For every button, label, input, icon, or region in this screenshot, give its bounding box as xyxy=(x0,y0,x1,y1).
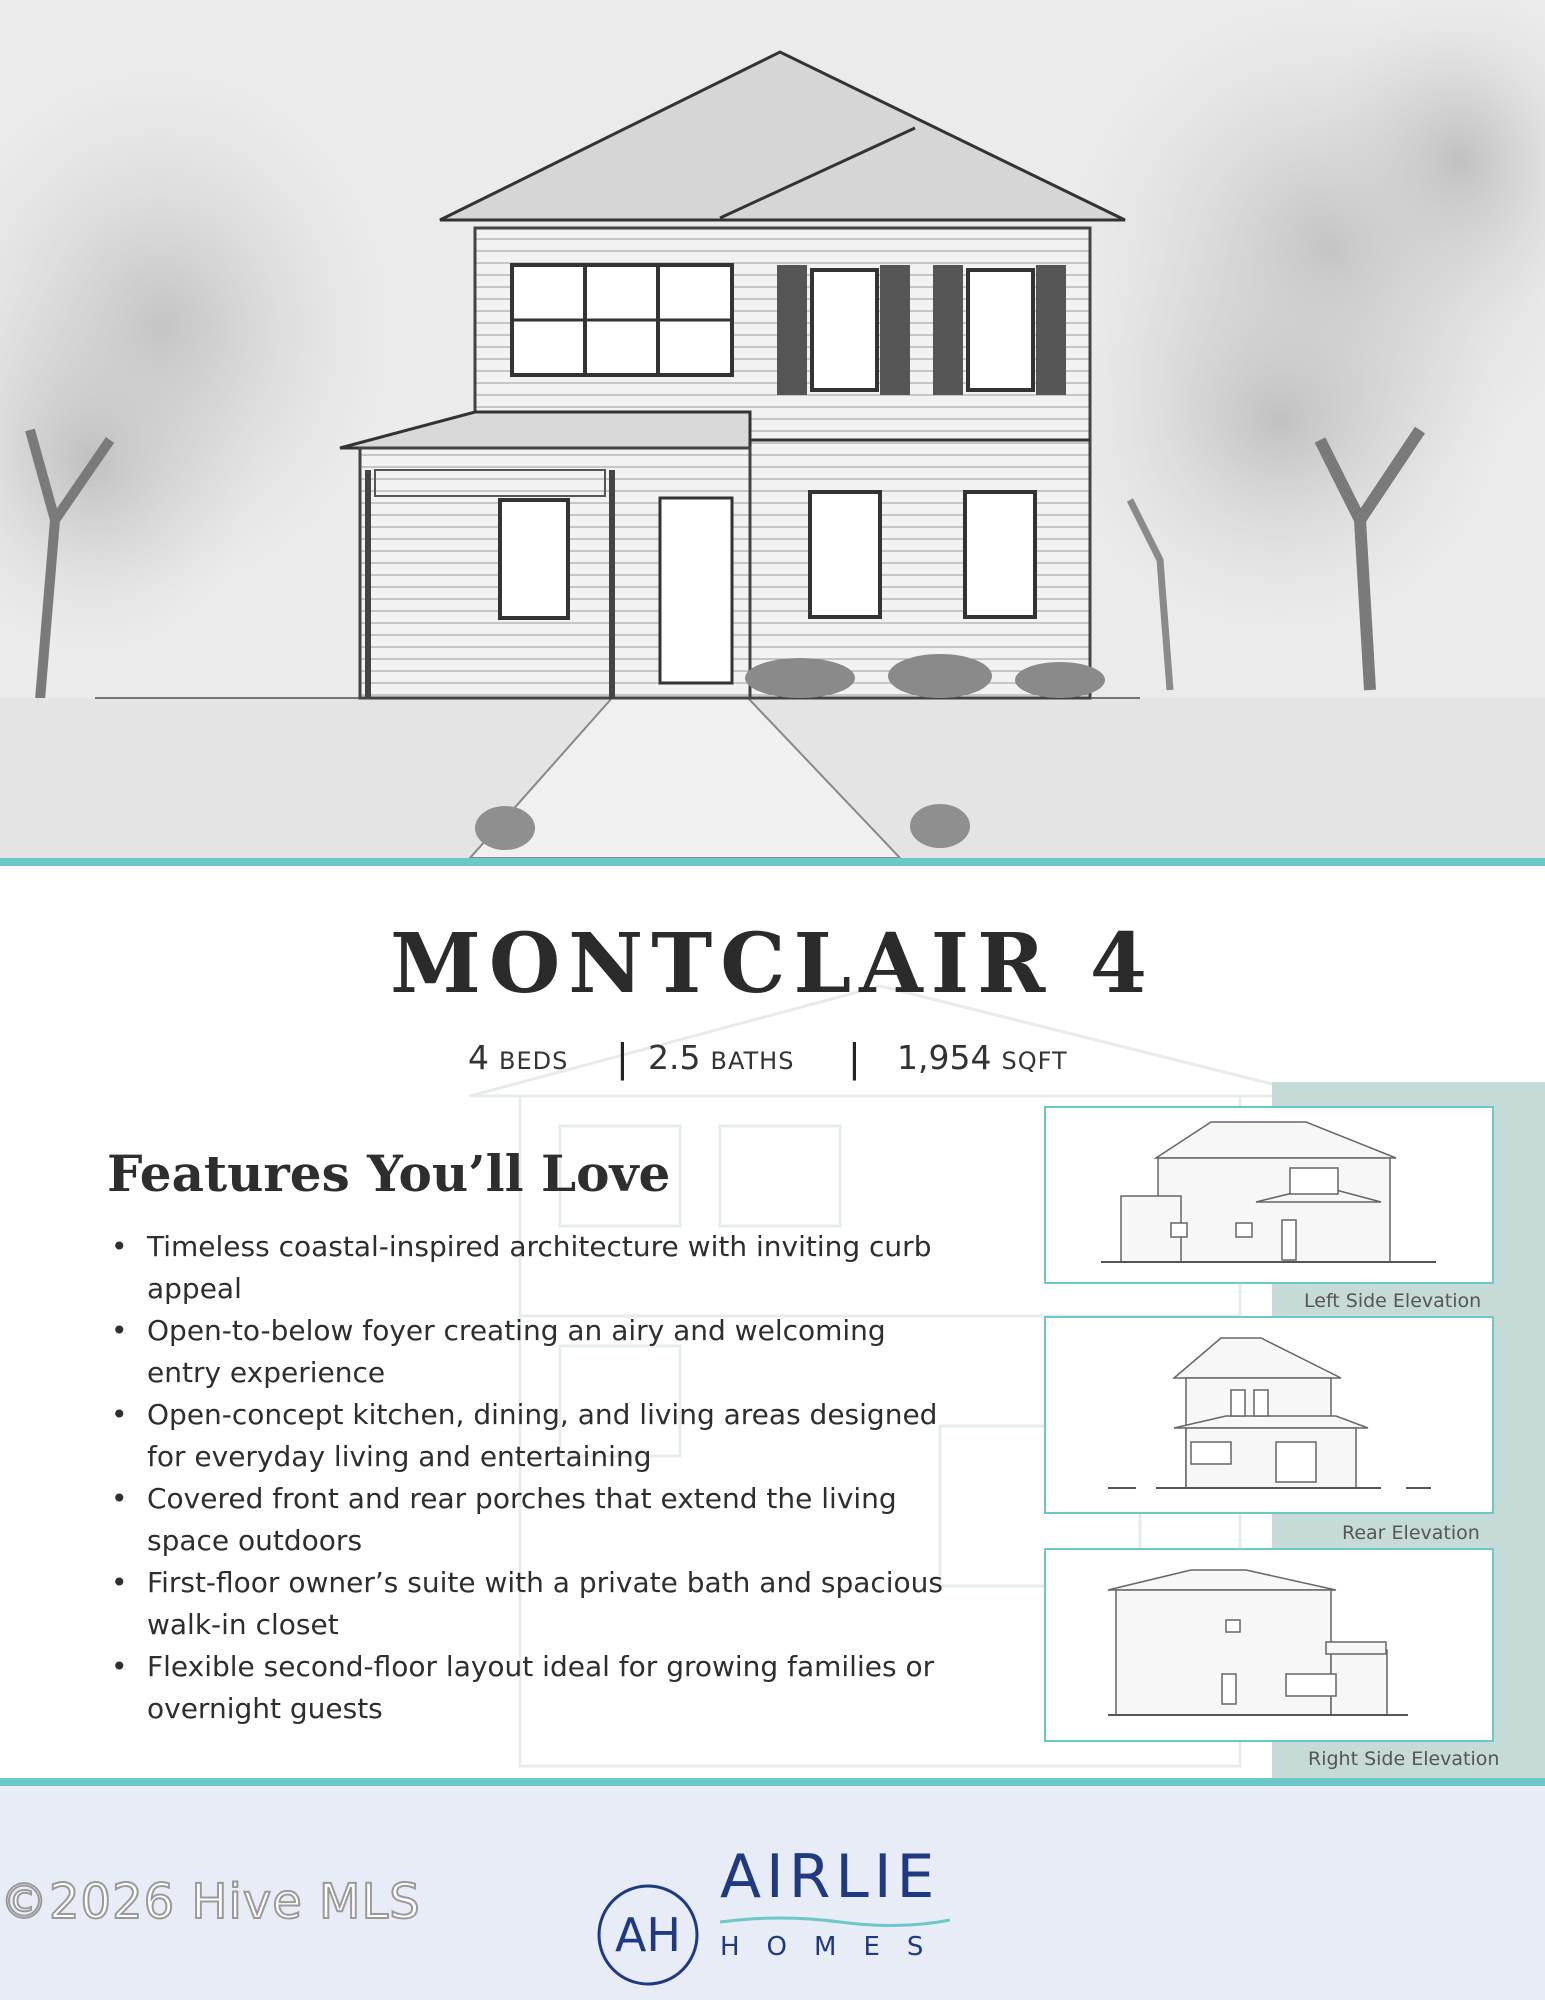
left-elevation-drawing xyxy=(1044,1106,1494,1284)
feature-item: • First-floor owner’s suite with a private bath and spacious walk-in closet xyxy=(107,1562,967,1646)
left-elevation-caption: Left Side Elevation xyxy=(1304,1290,1482,1312)
sqft-unit: SQFT xyxy=(1001,1047,1068,1075)
rear-elevation-drawing xyxy=(1044,1316,1494,1514)
baths-unit: BATHS xyxy=(710,1047,795,1075)
beds-value: 4 xyxy=(468,1038,489,1077)
right-elevation-drawing xyxy=(1044,1548,1494,1742)
features-heading: Features You’ll Love xyxy=(107,1144,671,1203)
feature-item: • Open-to-below foyer creating an airy and welcoming entry experience xyxy=(107,1310,967,1394)
mls-watermark: ©2026 Hive MLS xyxy=(0,1874,421,1930)
plan-stats xyxy=(0,1038,1545,1088)
sqft-value: 1,954 xyxy=(897,1038,992,1077)
right-elevation-caption: Right Side Elevation xyxy=(1308,1748,1500,1770)
brand-name: AIRLIE xyxy=(720,1842,940,1912)
plan-title: MONTCLAIR 4 xyxy=(390,916,1155,1012)
stat-separator: | xyxy=(848,1036,861,1080)
footer-divider xyxy=(0,1778,1545,1786)
footer xyxy=(0,1786,1545,2000)
beds-unit: BEDS xyxy=(499,1047,569,1075)
baths-stat xyxy=(648,1038,794,1077)
hero-house-sketch xyxy=(0,0,1545,858)
airlie-monogram-logo xyxy=(596,1883,700,1987)
rear-elevation-caption: Rear Elevation xyxy=(1342,1522,1480,1544)
plan-info-section xyxy=(0,866,1545,1780)
feature-item: • Timeless coastal-inspired architecture with inviting curb appeal xyxy=(107,1226,967,1310)
feature-item: • Flexible second-floor layout ideal for growing families or overnight guests xyxy=(107,1646,967,1730)
logo-swoosh xyxy=(720,1914,950,1928)
brand-subtitle: HOMES xyxy=(720,1932,951,1962)
feature-item: • Covered front and rear porches that extend the living space outdoors xyxy=(107,1478,967,1562)
logo-monogram-text: AH xyxy=(614,1908,682,1962)
beds-stat xyxy=(468,1038,568,1077)
features-list xyxy=(107,1226,967,1730)
baths-value: 2.5 xyxy=(648,1038,701,1077)
stat-separator: | xyxy=(616,1036,629,1080)
feature-item: • Open-concept kitchen, dining, and living areas designed for everyday living and entertaining xyxy=(107,1394,967,1478)
sqft-stat xyxy=(897,1038,1068,1077)
hero-divider xyxy=(0,858,1545,866)
